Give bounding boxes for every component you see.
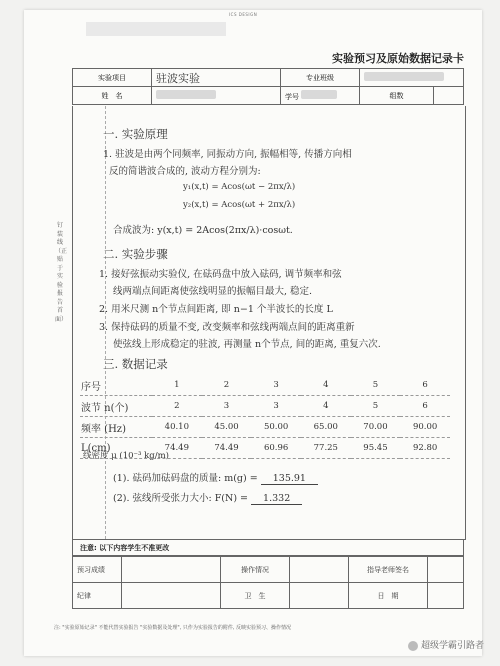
header-table xyxy=(72,68,464,105)
date-label: 日 期 xyxy=(349,583,428,609)
group-value xyxy=(434,87,464,105)
step-line-4: 3. 保持砝码的质量不变, 改变频率和弦线两端点间的距离重新 xyxy=(99,322,355,333)
table-cell: 60.96 xyxy=(251,438,301,459)
table-cell: 5 xyxy=(351,396,401,417)
binding-line-text: 钉装线（正贴于实验报告首面） xyxy=(55,222,68,323)
table-cell: 74.49 xyxy=(152,438,202,459)
row-label: 序号 xyxy=(80,375,152,396)
table-cell: 3 xyxy=(202,396,252,417)
table-cell: 95.45 xyxy=(351,438,401,459)
watermark-text: 超级学霸引路者 xyxy=(420,641,484,651)
grade-table xyxy=(72,556,464,609)
name-label: 姓 名 xyxy=(73,87,152,105)
section2-heading: 二. 实验步骤 xyxy=(103,247,168,261)
notice-bar: 注意: 以下内容学生不准更改 xyxy=(72,539,464,556)
table-row xyxy=(80,417,450,438)
table-cell: 65.00 xyxy=(301,417,351,438)
logo-icon xyxy=(408,641,418,651)
section1-heading: 一. 实验原理 xyxy=(103,127,168,141)
table-cell: 2 xyxy=(202,375,252,396)
table-cell: 3 xyxy=(251,375,301,396)
table-cell: 70.00 xyxy=(351,417,401,438)
table-cell: 4 xyxy=(301,396,351,417)
id-label-cell xyxy=(281,87,360,105)
operation-label: 操作情况 xyxy=(221,557,290,583)
equation-sum: 合成波为: y(x,t) = 2Acos(2πx/λ)·cosωt. xyxy=(113,225,293,236)
teacher-value xyxy=(428,557,464,583)
group-label: 组数 xyxy=(360,87,434,105)
mass-line xyxy=(113,470,318,484)
mass-value: 135.91 xyxy=(261,473,318,485)
content-area xyxy=(72,106,466,540)
hygiene-value xyxy=(290,583,349,609)
table-cell: 45.00 xyxy=(202,417,252,438)
watermark xyxy=(408,638,484,651)
brand-text: ICS DESIGN xyxy=(229,12,258,17)
data-table xyxy=(80,375,450,459)
table-cell: 3 xyxy=(251,396,301,417)
step-line-2: 线两端点间距离使弦线明显的振幅目最大, 稳定. xyxy=(113,286,313,297)
record-card xyxy=(24,10,482,656)
tension-value: 1.332 xyxy=(251,493,302,505)
tension-line xyxy=(113,490,302,504)
density-label: 线密度 μ (10⁻³ kg/m) xyxy=(83,451,169,461)
principle-line-1: 1. 驻波是由两个同频率, 同振动方向, 振幅相等, 传播方向相 xyxy=(103,149,352,160)
table-cell: 74.49 xyxy=(202,438,252,459)
step-line-3: 2. 用米尺测 n个节点间距离, 即 n−1 个半波长的长度 L xyxy=(99,304,333,315)
section3-heading: 三. 数据记录 xyxy=(103,357,168,371)
tension-label: (2). 弦线所受张力大小: F(N) = xyxy=(113,493,249,504)
card-title: 实验预习及原始数据记录卡 xyxy=(332,52,464,65)
table-cell: 5 xyxy=(351,375,401,396)
prep-value xyxy=(122,557,221,583)
equation-1: y₁(x,t) = Acos(ωt − 2πx/λ) xyxy=(183,182,296,192)
name-value xyxy=(152,87,281,105)
id-label: 学号 xyxy=(285,92,299,101)
table-cell: 1 xyxy=(152,375,202,396)
step-line-5: 使弦线上形成稳定的驻波, 再测量 n个节点, 间的距离, 重复六次. xyxy=(113,339,381,350)
teacher-label: 指导老师签名 xyxy=(349,557,428,583)
row-label: L(cm) xyxy=(80,438,152,459)
row-label: 波节 n(个) xyxy=(80,396,152,417)
table-cell: 6 xyxy=(400,396,450,417)
table-cell: 77.25 xyxy=(301,438,351,459)
table-row xyxy=(80,438,450,459)
operation-value xyxy=(290,557,349,583)
header-bar xyxy=(86,22,226,36)
step-line-1: 1. 接好弦振动实验仪, 在砝码盘中放入砝码, 调节频率和弦 xyxy=(99,269,342,280)
prep-label: 预习成绩 xyxy=(73,557,122,583)
record-label: 纪律 xyxy=(73,583,122,609)
date-value xyxy=(428,583,464,609)
project-value: 驻波实验 xyxy=(152,69,281,87)
table-cell: 40.10 xyxy=(152,417,202,438)
mass-label: (1). 砝码加砝码盘的质量: m(g) = xyxy=(113,473,258,484)
project-label: 实验项目 xyxy=(73,69,152,87)
hygiene-label: 卫 生 xyxy=(221,583,290,609)
row-label: 频率 (Hz) xyxy=(80,417,152,438)
table-row xyxy=(80,375,450,396)
equation-2: y₂(x,t) = Acos(ωt + 2πx/λ) xyxy=(183,200,296,210)
table-cell: 50.00 xyxy=(251,417,301,438)
table-cell: 92.80 xyxy=(400,438,450,459)
record-value xyxy=(122,583,221,609)
table-cell: 90.00 xyxy=(400,417,450,438)
major-label: 专业班级 xyxy=(281,69,360,87)
table-row xyxy=(80,396,450,417)
principle-line-2: 反的简谐波合成的, 波动方程分别为: xyxy=(109,166,261,177)
major-value xyxy=(360,69,464,87)
footer-note: 注: "实验原始记录" 不能代替实验报告 "实验数据及处理", 只作为实验报告的附件, 反映实验预习、操作情况 xyxy=(54,625,292,631)
table-cell: 6 xyxy=(400,375,450,396)
table-cell: 4 xyxy=(301,375,351,396)
table-cell: 2 xyxy=(152,396,202,417)
